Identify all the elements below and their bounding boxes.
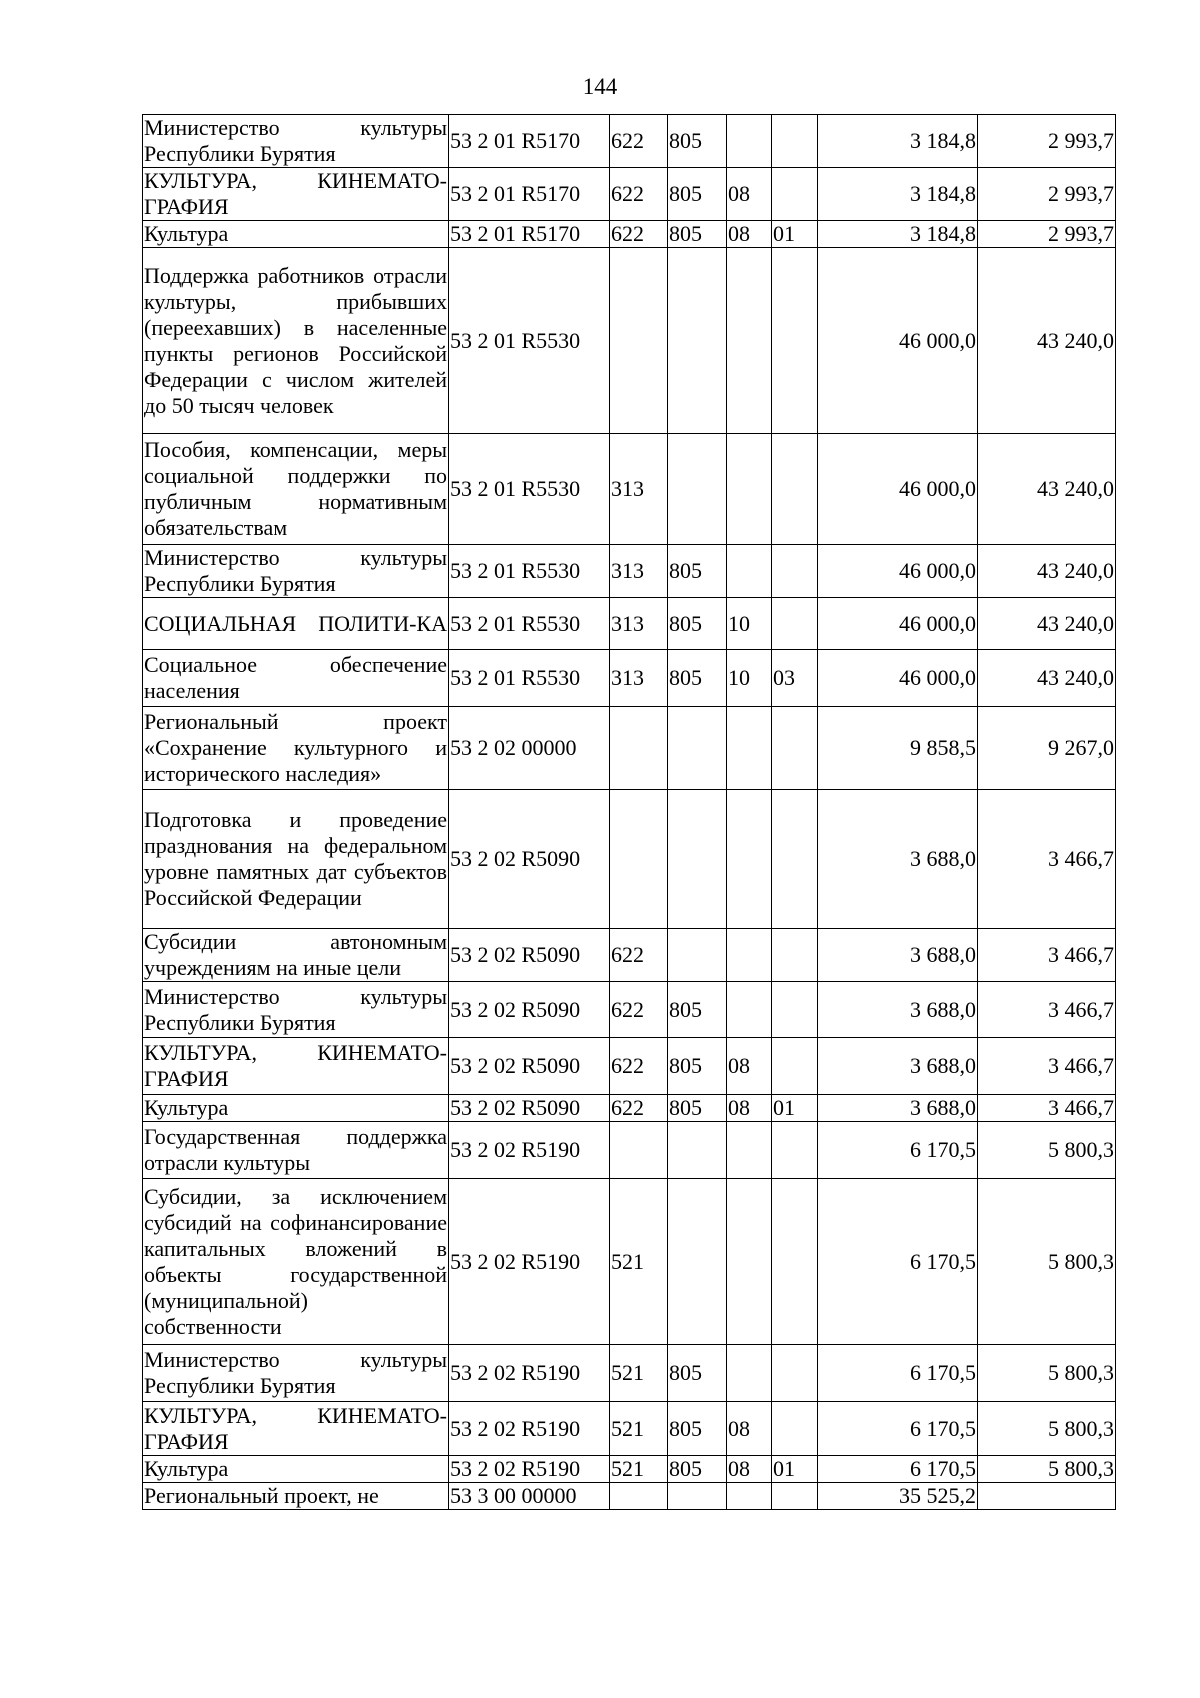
row-sum-2: 5 800,3: [978, 1179, 1116, 1345]
table-row: [143, 929, 1116, 982]
row-expense-type: 313: [610, 545, 668, 598]
row-subsection: [772, 1122, 818, 1179]
table-row: [143, 221, 1116, 248]
row-target-article: 53 3 00 00000: [449, 1483, 610, 1510]
table-row: [143, 545, 1116, 598]
row-subsection: 01: [772, 1456, 818, 1483]
row-sum-2: 5 800,3: [978, 1402, 1116, 1456]
row-grbs: 805: [668, 168, 727, 221]
row-subsection: 03: [772, 650, 818, 707]
row-grbs: 805: [668, 1095, 727, 1122]
table-row: [143, 168, 1116, 221]
table-row: [143, 1483, 1116, 1510]
row-sum-2: 3 466,7: [978, 929, 1116, 982]
row-sum-2: 5 800,3: [978, 1122, 1116, 1179]
row-sum-2: 3 466,7: [978, 982, 1116, 1038]
row-section: 08: [727, 1038, 772, 1095]
row-sum-1: 3 688,0: [818, 790, 978, 929]
row-grbs: 805: [668, 598, 727, 650]
row-subsection: 01: [772, 1095, 818, 1122]
row-target-article: 53 2 01 R5530: [449, 248, 610, 434]
row-sum-1: 3 184,8: [818, 221, 978, 248]
row-sum-1: 3 688,0: [818, 982, 978, 1038]
row-section: 08: [727, 168, 772, 221]
row-target-article: 53 2 01 R5530: [449, 598, 610, 650]
row-target-article: 53 2 02 R5190: [449, 1122, 610, 1179]
row-target-article: 53 2 02 R5090: [449, 982, 610, 1038]
row-expense-type: 313: [610, 434, 668, 545]
row-section: 10: [727, 650, 772, 707]
row-name: Пособия, компенсации, меры социальной поддержки по публичным нормативным обязательствам: [143, 434, 449, 545]
row-sum-2: 43 240,0: [978, 434, 1116, 545]
table-row: [143, 434, 1116, 545]
row-expense-type: 521: [610, 1456, 668, 1483]
row-target-article: 53 2 02 R5090: [449, 1095, 610, 1122]
row-sum-2: 3 466,7: [978, 1095, 1116, 1122]
row-section: 08: [727, 221, 772, 248]
row-section: 08: [727, 1402, 772, 1456]
row-sum-2: 2 993,7: [978, 115, 1116, 168]
row-target-article: 53 2 02 R5090: [449, 790, 610, 929]
row-sum-2: 43 240,0: [978, 545, 1116, 598]
row-sum-2: 3 466,7: [978, 790, 1116, 929]
row-expense-type: [610, 1122, 668, 1179]
row-subsection: [772, 248, 818, 434]
row-section: [727, 1345, 772, 1402]
row-section: [727, 982, 772, 1038]
row-grbs: [668, 1179, 727, 1345]
row-sum-2: 43 240,0: [978, 650, 1116, 707]
row-grbs: 805: [668, 1345, 727, 1402]
row-target-article: 53 2 02 R5190: [449, 1345, 610, 1402]
table-row: [143, 115, 1116, 168]
row-subsection: [772, 1179, 818, 1345]
row-section: 08: [727, 1095, 772, 1122]
table-row: [143, 707, 1116, 790]
row-grbs: [668, 434, 727, 545]
row-name: Государственная поддержка отрасли культуры: [143, 1122, 449, 1179]
row-expense-type: [610, 707, 668, 790]
row-name: СОЦИАЛЬНАЯ ПОЛИТИ-КА: [143, 598, 449, 650]
row-target-article: 53 2 02 R5190: [449, 1179, 610, 1345]
table-row: [143, 1402, 1116, 1456]
row-expense-type: 622: [610, 982, 668, 1038]
row-subsection: [772, 545, 818, 598]
row-section: 10: [727, 598, 772, 650]
row-section: [727, 1122, 772, 1179]
row-sum-1: 6 170,5: [818, 1345, 978, 1402]
row-name: Министерство культуры Республики Бурятия: [144, 115, 447, 166]
row-expense-type: 622: [610, 1095, 668, 1122]
row-name: Министерство культуры Республики Бурятия: [143, 1345, 449, 1402]
row-section: [727, 434, 772, 545]
row-grbs: 805: [668, 115, 727, 168]
row-name: Министерство культуры Республики Бурятия: [144, 545, 447, 596]
table-row: [143, 1095, 1116, 1122]
row-expense-type: 313: [610, 650, 668, 707]
row-sum-2: 5 800,3: [978, 1345, 1116, 1402]
row-subsection: [772, 115, 818, 168]
budget-table: [142, 114, 1116, 1510]
table-row: [143, 1038, 1116, 1095]
row-name: Социальное обеспечение населения: [143, 650, 449, 707]
row-sum-2: 5 800,3: [978, 1456, 1116, 1483]
row-target-article: 53 2 01 R5530: [449, 434, 610, 545]
row-sum-1: 46 000,0: [818, 650, 978, 707]
row-target-article: 53 2 01 R5170: [449, 221, 610, 248]
row-section: [727, 790, 772, 929]
row-section: [727, 115, 772, 168]
row-grbs: 805: [668, 982, 727, 1038]
row-grbs: [668, 1122, 727, 1179]
row-name: КУЛЬТУРА, КИНЕМАТО-ГРАФИЯ: [143, 1038, 449, 1095]
row-target-article: 53 2 01 R5530: [449, 545, 610, 598]
row-target-article: 53 2 02 R5190: [449, 1402, 610, 1456]
row-grbs: 805: [668, 545, 727, 598]
table-row: [143, 248, 1116, 434]
table-row: [143, 1456, 1116, 1483]
row-target-article: 53 2 01 R5170: [449, 168, 610, 221]
row-grbs: [668, 790, 727, 929]
row-name: Региональный проект, не: [143, 1483, 449, 1510]
row-sum-1: 6 170,5: [818, 1179, 978, 1345]
row-section: [727, 707, 772, 790]
table-row: [143, 650, 1116, 707]
row-sum-1: 6 170,5: [818, 1402, 978, 1456]
row-expense-type: 313: [610, 598, 668, 650]
table-row: [143, 790, 1116, 929]
row-section: [727, 248, 772, 434]
row-sum-2: 43 240,0: [978, 598, 1116, 650]
row-sum-1: 46 000,0: [818, 545, 978, 598]
row-expense-type: 622: [610, 115, 668, 168]
row-sum-1: 46 000,0: [818, 434, 978, 545]
row-grbs: 805: [668, 650, 727, 707]
row-subsection: [772, 598, 818, 650]
row-subsection: [772, 982, 818, 1038]
row-expense-type: 622: [610, 1038, 668, 1095]
row-name: КУЛЬТУРА, КИНЕМАТО-ГРАФИЯ: [144, 168, 447, 219]
row-name: Министерство культуры Республики Бурятия: [143, 982, 449, 1038]
row-expense-type: 521: [610, 1345, 668, 1402]
row-subsection: [772, 1345, 818, 1402]
row-target-article: 53 2 02 R5090: [449, 1038, 610, 1095]
row-subsection: 01: [772, 221, 818, 248]
row-sum-1: 3 184,8: [818, 168, 978, 221]
page-number: 144: [582, 74, 618, 99]
row-sum-1: 6 170,5: [818, 1456, 978, 1483]
row-subsection: [772, 790, 818, 929]
row-grbs: 805: [668, 1402, 727, 1456]
row-sum-2: [978, 1483, 1116, 1510]
table-row: [143, 1179, 1116, 1345]
row-section: [727, 1179, 772, 1345]
row-expense-type: 622: [610, 168, 668, 221]
row-sum-1: 3 184,8: [818, 115, 978, 168]
row-section: [727, 1483, 772, 1510]
row-sum-1: 35 525,2: [818, 1483, 978, 1510]
row-subsection: [772, 707, 818, 790]
row-name: Региональный проект «Сохранение культурного и исторического наследия»: [143, 707, 449, 790]
row-sum-2: 3 466,7: [978, 1038, 1116, 1095]
row-target-article: 53 2 01 R5530: [449, 650, 610, 707]
row-name: Субсидии автономным учреждениям на иные цели: [144, 929, 447, 980]
row-sum-2: 43 240,0: [978, 248, 1116, 434]
row-section: [727, 929, 772, 982]
row-expense-type: 622: [610, 929, 668, 982]
row-name: Подготовка и проведение празднования на федеральном уровне памятных дат субъектов Российской Федерации: [143, 790, 449, 929]
row-grbs: [668, 248, 727, 434]
row-subsection: [772, 1402, 818, 1456]
row-section: [727, 545, 772, 598]
row-expense-type: [610, 248, 668, 434]
row-sum-1: 46 000,0: [818, 248, 978, 434]
row-subsection: [772, 929, 818, 982]
row-name: Субсидии, за исключением субсидий на софинансирование капитальных вложений в объекты государственной (муниципальной) собственности: [143, 1179, 449, 1345]
row-sum-1: 9 858,5: [818, 707, 978, 790]
row-sum-1: 3 688,0: [818, 1095, 978, 1122]
row-target-article: 53 2 02 00000: [449, 707, 610, 790]
row-grbs: [668, 1483, 727, 1510]
row-grbs: [668, 707, 727, 790]
row-expense-type: 622: [610, 221, 668, 248]
row-name: Культура: [143, 1456, 449, 1483]
row-target-article: 53 2 02 R5090: [449, 929, 610, 982]
row-grbs: 805: [668, 1456, 727, 1483]
row-sum-1: 6 170,5: [818, 1122, 978, 1179]
row-name: КУЛЬТУРА, КИНЕМАТО-ГРАФИЯ: [144, 1402, 447, 1454]
row-subsection: [772, 434, 818, 545]
row-sum-2: 2 993,7: [978, 221, 1116, 248]
row-sum-2: 2 993,7: [978, 168, 1116, 221]
row-grbs: 805: [668, 221, 727, 248]
row-section: 08: [727, 1456, 772, 1483]
row-name: Культура: [143, 1095, 449, 1122]
row-name: Культура: [143, 221, 449, 248]
row-name: Поддержка работников отрасли культуры, прибывших (переехавших) в населенные пункты регионов Российской Федерации с числом жителей до 50 тысяч человек: [143, 248, 449, 434]
row-target-article: 53 2 02 R5190: [449, 1456, 610, 1483]
row-expense-type: 521: [610, 1402, 668, 1456]
row-target-article: 53 2 01 R5170: [449, 115, 610, 168]
table-row: [143, 1345, 1116, 1402]
row-sum-1: 3 688,0: [818, 1038, 978, 1095]
row-grbs: 805: [668, 1038, 727, 1095]
table-row: [143, 598, 1116, 650]
table-row: [143, 1122, 1116, 1179]
row-sum-1: 46 000,0: [818, 598, 978, 650]
row-subsection: [772, 168, 818, 221]
table-row: [143, 982, 1116, 1038]
row-expense-type: [610, 1483, 668, 1510]
row-subsection: [772, 1483, 818, 1510]
row-grbs: [668, 929, 727, 982]
row-expense-type: 521: [610, 1179, 668, 1345]
row-expense-type: [610, 790, 668, 929]
row-sum-1: 3 688,0: [818, 929, 978, 982]
row-sum-2: 9 267,0: [978, 707, 1116, 790]
table-body: [143, 115, 1116, 1510]
row-subsection: [772, 1038, 818, 1095]
